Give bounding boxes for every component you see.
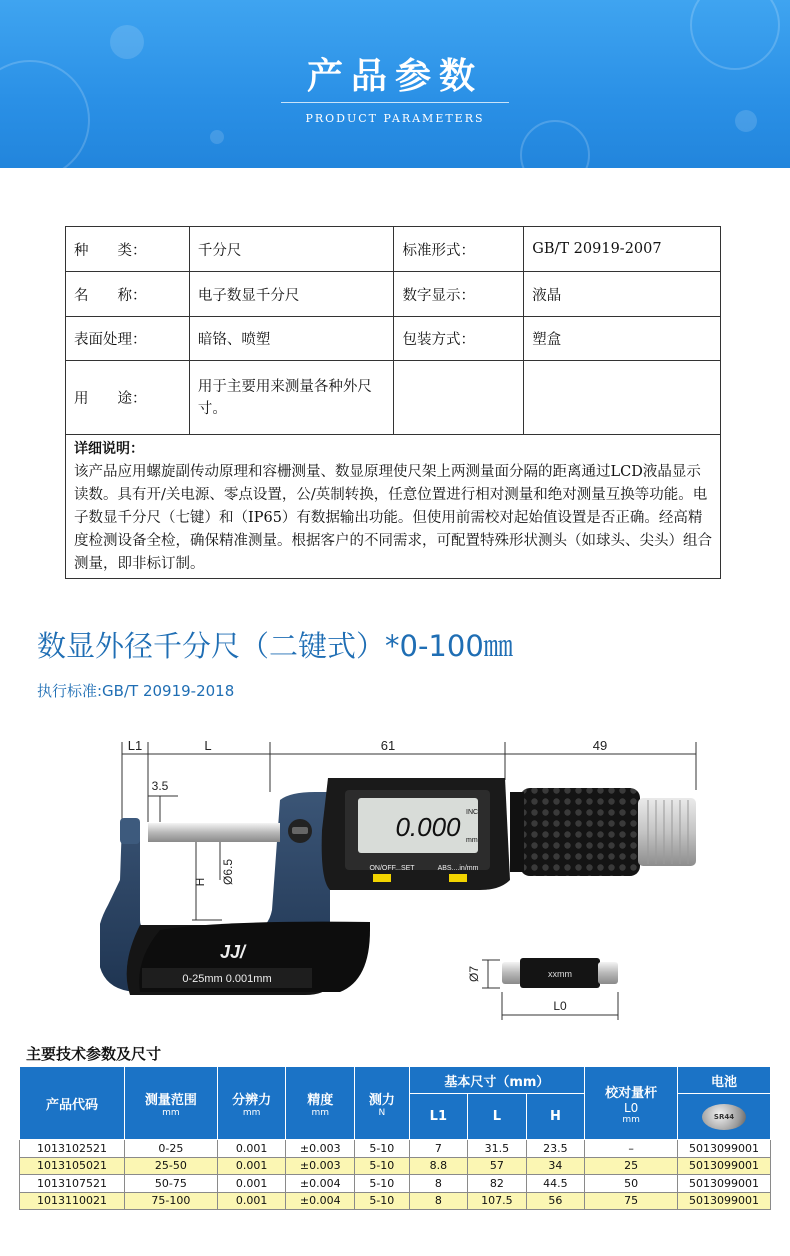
cell-l1: 8	[409, 1175, 468, 1193]
cell-h: 56	[526, 1192, 585, 1210]
cell-accuracy: ±0.004	[286, 1175, 355, 1193]
ratchet[interactable]	[638, 798, 696, 866]
detail-text: 该产品应用螺旋副传动原理和容栅测量、数显原理使尺架上两测量面分隔的距离通过LCD液晶显示读数。具有开/关电源、零点设置，公/英制转换，任意位置进行相对测量和绝对测量互换等功能。电子数显千分尺（七键）和（IP65）有数据输出功能。但使用前需校对起始值设置是否正确。经高精度检测设备全检，确保精准测量。根据客户的不同需求，可配置特殊形状测头（如球头、尖头）组合测量，即非标订制。	[74, 464, 712, 572]
lock-knob-slot	[292, 827, 308, 834]
cell-h: 44.5	[526, 1175, 585, 1193]
cell-code: 1013110021	[20, 1192, 125, 1210]
param-row	[66, 361, 721, 435]
product-title: 数显外径千分尺（二键式）*0-100㎜	[37, 629, 513, 663]
cell-force: 5-10	[355, 1192, 410, 1210]
cell-range: 25-50	[124, 1157, 217, 1175]
anvil	[120, 818, 140, 844]
cell-l: 57	[468, 1157, 527, 1175]
cell-force: 5-10	[355, 1157, 410, 1175]
param-row	[66, 317, 721, 361]
cell-l1: 7	[409, 1140, 468, 1158]
param-key: 表面处理：	[66, 317, 190, 361]
cell-l: 107.5	[468, 1192, 527, 1210]
header-range: 测量范围 mm	[124, 1067, 217, 1140]
cell-range: 75-100	[124, 1192, 217, 1210]
param-key: 包装方式：	[394, 317, 524, 361]
dim-d65-label: Ø6.5	[221, 858, 235, 886]
cell-rod: –	[585, 1140, 678, 1158]
header-l1: L1	[409, 1094, 468, 1140]
param-row	[66, 272, 721, 317]
header-l: L	[468, 1094, 527, 1140]
detail-row	[66, 435, 721, 579]
table-row	[20, 1175, 771, 1193]
table-row	[20, 1192, 771, 1210]
cell-resolution: 0.001	[217, 1192, 286, 1210]
thimble[interactable]	[520, 788, 640, 876]
banner-subtitle: PRODUCT PARAMETERS	[305, 112, 485, 125]
banner-title: 产品参数	[306, 56, 483, 97]
cell-code: 1013105021	[20, 1157, 125, 1175]
cell-resolution: 0.001	[217, 1175, 286, 1193]
cell-h: 23.5	[526, 1140, 585, 1158]
param-key: 标准形式：	[394, 227, 524, 272]
cell-l: 82	[468, 1175, 527, 1193]
header-basic: 基本尺寸（mm）	[409, 1067, 585, 1094]
btn-right-label: ABS....in/mm	[437, 865, 479, 872]
btn-left-label: ON/OFF...SET	[369, 865, 415, 872]
cell-range: 50-75	[124, 1175, 217, 1193]
banner-divider	[281, 102, 509, 103]
brand-logo: JJ/	[220, 942, 246, 962]
cell-rod: 25	[585, 1157, 678, 1175]
specs-table	[19, 1066, 771, 1210]
dim-l1-label: L1	[127, 738, 143, 753]
header-code: 产品代码	[20, 1067, 125, 1140]
range-label: 0-25mm 0.001mm	[182, 973, 272, 985]
dim-61-label: 61	[380, 738, 396, 753]
cell-l1: 8	[409, 1192, 468, 1210]
cell-code: 1013102521	[20, 1140, 125, 1158]
param-key: 用 途：	[66, 361, 190, 435]
cell-range: 0-25	[124, 1140, 217, 1158]
cell-force: 5-10	[355, 1140, 410, 1158]
specs-title: 主要技术参数及尺寸	[26, 1045, 162, 1063]
cell-rod: 50	[585, 1175, 678, 1193]
on-off-set-button[interactable]	[373, 874, 391, 882]
header-h: H	[526, 1094, 585, 1140]
dim-d7-label: Ø7	[467, 965, 481, 983]
param-key: 数字显示：	[394, 272, 524, 317]
cell-battery: 5013099001	[678, 1175, 771, 1193]
param-value	[524, 361, 721, 435]
lcd-inc: INC	[466, 809, 479, 816]
param-key: 种 类：	[66, 227, 190, 272]
param-value: 液晶	[524, 272, 721, 317]
param-row	[66, 227, 721, 272]
param-key	[394, 361, 524, 435]
param-value: 电子数显千分尺	[189, 272, 394, 317]
param-value: 用于主要用来测量各种外尺寸。	[189, 361, 394, 435]
cell-h: 34	[526, 1157, 585, 1175]
cell-battery: 5013099001	[678, 1140, 771, 1158]
dim-l-label: L	[204, 738, 212, 753]
cell-accuracy: ±0.003	[286, 1157, 355, 1175]
header-rod: 校对量杆 L0 mm	[585, 1067, 678, 1140]
cell-resolution: 0.001	[217, 1140, 286, 1158]
param-key: 名 称：	[66, 272, 190, 317]
header-battery-image	[678, 1094, 771, 1140]
product-standard: 执行标准:GB/T 20919-2018	[37, 682, 235, 700]
header-banner	[0, 0, 790, 168]
dim-49-label: 49	[592, 738, 608, 753]
dim-3-5-label: 3.5	[151, 779, 169, 793]
header-resolution: 分辨力 mm	[217, 1067, 286, 1140]
abs-inmm-button[interactable]	[449, 874, 467, 882]
spindle	[148, 823, 280, 842]
table-row	[20, 1140, 771, 1158]
micrometer-drawing	[100, 730, 710, 1030]
param-value: GB/T 20919-2007	[524, 227, 721, 272]
decor-circle	[520, 120, 590, 168]
header-force: 测力 N	[355, 1067, 410, 1140]
cell-battery: 5013099001	[678, 1157, 771, 1175]
cell-l1: 8.8	[409, 1157, 468, 1175]
battery-coin-icon: SR44	[702, 1104, 746, 1130]
cell-accuracy: ±0.003	[286, 1140, 355, 1158]
cell-force: 5-10	[355, 1175, 410, 1193]
cell-accuracy: ±0.004	[286, 1192, 355, 1210]
lcd-value: 0.000	[395, 812, 461, 842]
decor-dot	[210, 130, 224, 144]
param-value: 暗铬、喷塑	[189, 317, 394, 361]
param-value: 千分尺	[189, 227, 394, 272]
parameter-table	[65, 226, 721, 579]
cell-l: 31.5	[468, 1140, 527, 1158]
detail-cell	[66, 435, 721, 579]
cell-rod: 75	[585, 1192, 678, 1210]
table-row	[20, 1157, 771, 1175]
cell-code: 1013107521	[20, 1175, 125, 1193]
thimble-collar	[510, 792, 524, 872]
lcd-unit: mm	[466, 837, 478, 844]
rod-label: xxmm	[548, 969, 572, 979]
param-value: 塑盒	[524, 317, 721, 361]
header-battery: 电池	[678, 1067, 771, 1094]
cell-resolution: 0.001	[217, 1157, 286, 1175]
cell-battery: 5013099001	[678, 1192, 771, 1210]
detail-heading: 详细说明：	[74, 441, 144, 457]
dim-h-label: H	[193, 877, 207, 887]
header-accuracy: 精度 mm	[286, 1067, 355, 1140]
specs-header-row	[20, 1067, 771, 1094]
dim-l0-label: L0	[553, 999, 567, 1013]
